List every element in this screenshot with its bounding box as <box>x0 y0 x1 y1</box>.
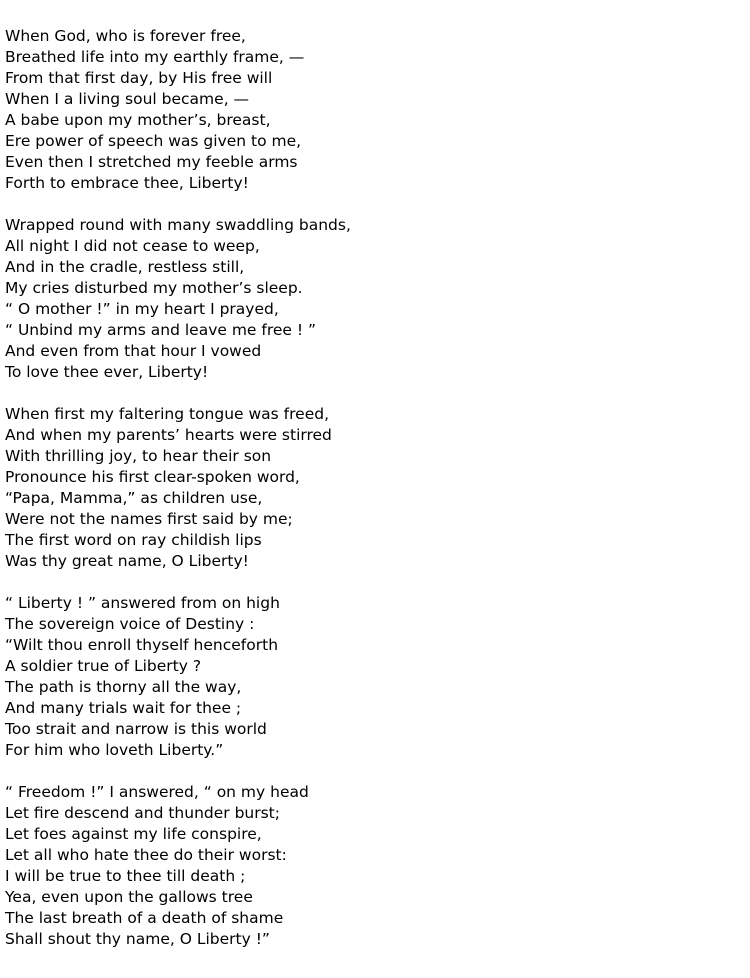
poem-line: Let fire descend and thunder burst; <box>5 804 280 822</box>
poem-line: The path is thorny all the way, <box>5 678 242 696</box>
poem-line: When God, who is forever free, <box>5 27 246 45</box>
poem-line: When I a living soul became, — <box>5 90 250 108</box>
poem-line: Even then I stretched my feeble arms <box>5 153 298 171</box>
poem-line: The sovereign voice of Destiny : <box>5 615 255 633</box>
poem-line: Let all who hate thee do their worst: <box>5 846 287 864</box>
poem-line: And in the cradle, restless still, <box>5 258 245 276</box>
poem-line: The first word on ray childish lips <box>5 531 262 549</box>
poem-line: “ Liberty ! ” answered from on high <box>5 594 280 612</box>
poem-line: A soldier true of Liberty ? <box>5 657 202 675</box>
poem-line: Too strait and narrow is this world <box>5 720 267 738</box>
poem-line: Were not the names first said by me; <box>5 510 293 528</box>
poem-line: “Papa, Mamma,” as children use, <box>5 489 263 507</box>
poem-line: And even from that hour I vowed <box>5 342 262 360</box>
poem-line: Let foes against my life conspire, <box>5 825 262 843</box>
poem-line: “ Unbind my arms and leave me free ! ” <box>5 321 317 339</box>
poem-line: The last breath of a death of shame <box>5 909 284 927</box>
poem-line: To love thee ever, Liberty! <box>5 363 209 381</box>
poem-line: A babe upon my mother’s, breast, <box>5 111 271 129</box>
poem-line: Ere power of speech was given to me, <box>5 132 302 150</box>
stanza-2 <box>5 215 745 383</box>
poem-line: Pronounce his first clear-spoken word, <box>5 468 300 486</box>
poem-line: From that first day, by His free will <box>5 69 273 87</box>
stanza-4 <box>5 593 745 761</box>
poem-line: I will be true to thee till death ; <box>5 867 246 885</box>
stanza-1 <box>5 26 745 194</box>
poem-line: When first my faltering tongue was freed, <box>5 405 330 423</box>
poem-line: Forth to embrace thee, Liberty! <box>5 174 249 192</box>
poem-line: My cries disturbed my mother’s sleep. <box>5 279 303 297</box>
poem-text <box>5 26 745 950</box>
poem-line: For him who loveth Liberty.” <box>5 741 224 759</box>
poem-line: All night I did not cease to weep, <box>5 237 260 255</box>
poem-line: Breathed life into my earthly frame, — <box>5 48 305 66</box>
stanza-5 <box>5 782 745 950</box>
poem-line: Was thy great name, O Liberty! <box>5 552 249 570</box>
poem-line: “Wilt thou enroll thyself henceforth <box>5 636 279 654</box>
poem-line: And many trials wait for thee ; <box>5 699 242 717</box>
poem-line: With thrilling joy, to hear their son <box>5 447 272 465</box>
poem-line: And when my parents’ hearts were stirred <box>5 426 332 444</box>
poem-line: Shall shout thy name, O Liberty !” <box>5 930 270 948</box>
stanza-3 <box>5 404 745 572</box>
poem-line: “ O mother !” in my heart I prayed, <box>5 300 279 318</box>
poem-line: Wrapped round with many swaddling bands, <box>5 216 351 234</box>
poem-line: Yea, even upon the gallows tree <box>5 888 253 906</box>
poem-line: “ Freedom !” I answered, “ on my head <box>5 783 309 801</box>
